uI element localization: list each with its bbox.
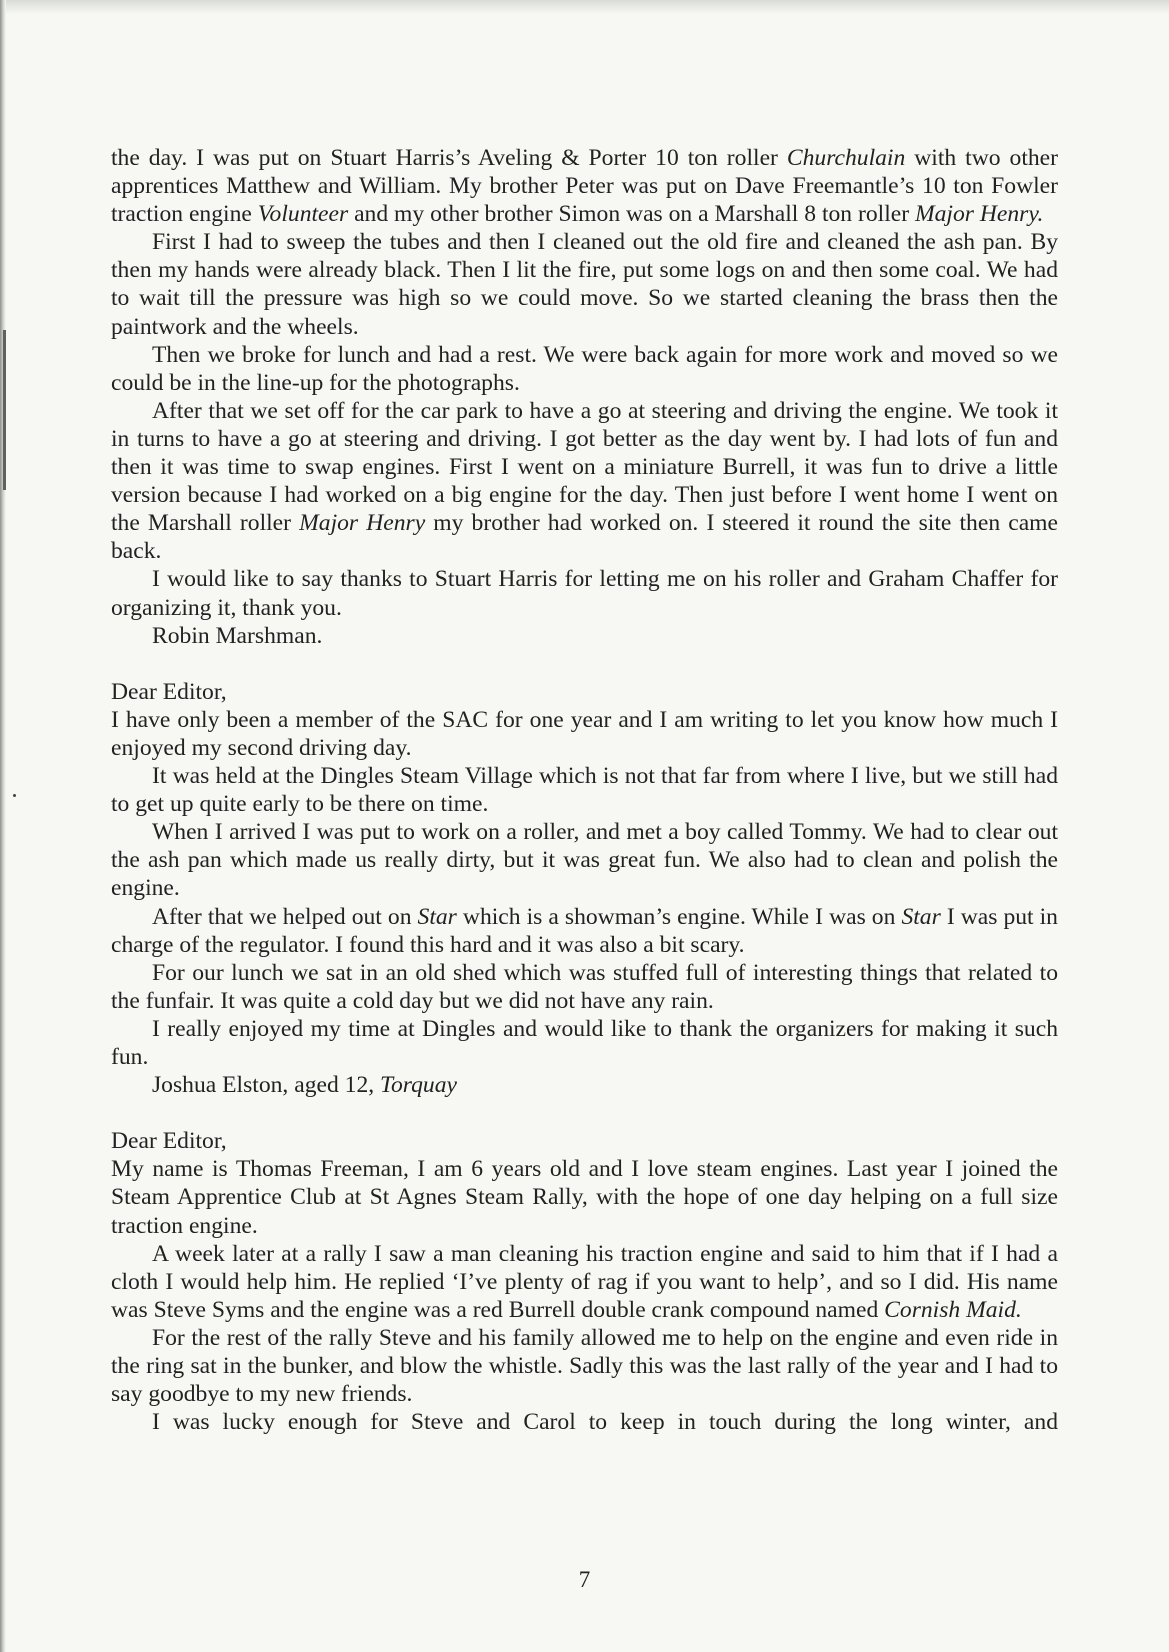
text-run: I was put in charge of the regulator. I found this hard and it was also a bit scary. (111, 903, 1058, 958)
engine-name: Volunteer (257, 201, 349, 228)
text-run: with two other apprentices Matthew and William. My brother Peter was put on Dave Freemantle’s 10 ton Fowler traction engine (111, 145, 1058, 228)
engine-name: Major Henry. (914, 201, 1044, 228)
letter1-paragraph-1 (111, 144, 1058, 228)
letter1-signature: Robin Marshman. (152, 622, 323, 649)
letter1-paragraph-2: First I had to sweep the tubes and then I cleaned out the old fire and cleaned the ash pan. By then my hands were already black. Then I lit the fire, put some logs on and then some coal. We had to wait till the pressure was high so we could move. So we started cleaning the brass then the paintwork and the wheels. (111, 229, 1058, 340)
letter-spacer (111, 1099, 1058, 1127)
engine-name: Star (417, 903, 457, 930)
letter1-paragraph-4 (111, 397, 1058, 566)
letter2-paragraph-4 (111, 903, 1058, 959)
binding-edge (0, 0, 6, 1652)
text-run: and my other brother Simon was on a Marshall 8 ton roller (348, 201, 915, 228)
letter2-paragraph-6: I really enjoyed my time at Dingles and would like to thank the organizers for making it such fun. (111, 1015, 1058, 1070)
text-run: which is a showman’s engine. While I was on (456, 903, 902, 930)
binding-edge-shadow (3, 330, 6, 490)
text-run: the day. I was put on Stuart Harris’s Aveling & Porter 10 ton roller (111, 145, 787, 171)
engine-name: Churchulain (786, 145, 906, 171)
letter2-paragraph-2: It was held at the Dingles Steam Village which is not that far from where I live, but we still had to get up quite early to be there on time. (111, 763, 1058, 818)
body-text (111, 144, 1058, 1436)
letter2-signature (111, 1071, 1058, 1099)
engine-name: Major Henry (299, 510, 426, 537)
letter3-paragraph-2 (111, 1240, 1058, 1324)
engine-name: Cornish Maid. (884, 1296, 1022, 1323)
paper-speck (13, 794, 16, 797)
place-name: Torquay (380, 1072, 457, 1099)
letter2-salutation: Dear Editor, (111, 678, 227, 705)
letter2-paragraph-5: For our lunch we sat in an old shed which was stuffed full of interesting things that related to the funfair. It was quite a cold day but we did not have any rain. (111, 959, 1058, 1014)
letter3-paragraph-1: My name is Thomas Freeman, I am 6 years old and I love steam engines. Last year I joined the Steam Apprentice Club at St Agnes Steam Rally, with the hope of one day helping on a full size traction engine. (111, 1156, 1058, 1239)
letter2-paragraph-3: When I arrived I was put to work on a roller, and met a boy called Tommy. We had to clear out the ash pan which made us really dirty, but it was great fun. We also had to clean and polish the engine. (111, 819, 1058, 902)
letter3-paragraph-3: For the rest of the rally Steve and his family allowed me to help on the engine and even ride in the ring sat in the bunker, and blow the whistle. Sadly this was the last rally of the year and I had to say goodbye to my new friends. (111, 1324, 1058, 1408)
page-top-shadow (0, 0, 1169, 14)
letter2-paragraph-1: I have only been a member of the SAC for one year and I am writing to let you know how much I enjoyed my second driving day. (111, 706, 1058, 761)
page-number: 7 (578, 1567, 591, 1592)
letter3-salutation: Dear Editor, (111, 1128, 227, 1155)
letter1-paragraph-3: Then we broke for lunch and had a rest. We were back again for more work and moved so we could be in the line-up for the photographs. (111, 341, 1058, 396)
text-run: After that we helped out on (152, 903, 418, 930)
text-run: my brother had worked on. I steered it round the site then came back. (111, 510, 1058, 565)
letter3-paragraph-4: I was lucky enough for Steve and Carol to keep in touch during the long winter, and (152, 1409, 1058, 1436)
engine-name: Star (901, 903, 941, 930)
text-run: After that we set off for the car park to have a go at steering and driving the engine. We took it in turns to have a go at steering and driving. I got better as the day went by. I had lots of fun and then it was time to swap engines. First I went on a miniature Burrell, it was fun to drive a little version because I had worked on a big engine for the day. Then just before I went home I went on the Marshall roller (111, 397, 1058, 537)
text-run: A week later at a rally I saw a man cleaning his traction engine and said to him that if I had a cloth I would help him. He replied ‘I’ve plenty of rag if you want to help’, and so I did. His name was Steve Syms and the engine was a red Burrell double crank compound named (111, 1240, 1058, 1323)
letter-spacer (111, 650, 1058, 678)
text-run: Joshua Elston, aged 12, (152, 1072, 381, 1099)
letter1-paragraph-5: I would like to say thanks to Stuart Harris for letting me on his roller and Graham Chaffer for organizing it, thank you. (111, 566, 1058, 621)
